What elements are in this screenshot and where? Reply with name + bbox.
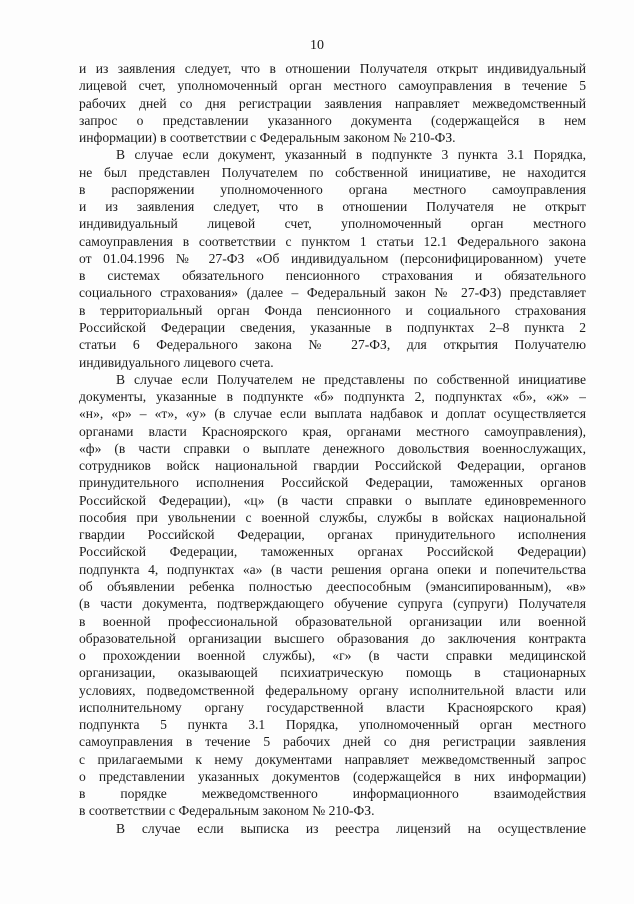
text-line: исполнительному органу государственной власти Красноярского края) xyxy=(79,699,586,715)
text-line: Российской Федерации, таможенных органах Российской Федерации) xyxy=(79,544,586,560)
text-line: «н», «р» – «т», «у» (в случае если выплата надбавок и доплат осуществляется xyxy=(79,406,586,422)
text-line: статьи 6 Федерального закона № 27-ФЗ, для открытия Получателю xyxy=(79,337,586,353)
text-line: в военной профессиональной образовательной организации или военной xyxy=(79,613,586,629)
text-line: в порядке межведомственного информационного взаимодействия xyxy=(79,786,586,802)
text-line: принудительного исполнения Российской Федерации, таможенных органов xyxy=(79,475,586,491)
text-line: с прилагаемыми к нему документами направляет межведомственный запрос xyxy=(79,751,586,767)
text-line: лицевой счет, уполномоченный орган местного самоуправления в течение 5 xyxy=(79,78,586,94)
text-line: сотрудников войск национальной гвардии Российской Федерации, органов xyxy=(79,458,586,474)
text-line: самоуправления в течение 5 рабочих дней со дня регистрации заявления xyxy=(79,734,586,750)
text-line: органами власти Красноярского края, органами местного самоуправления), xyxy=(79,423,586,439)
text-line: Российской Федерации), «ц» (в части справки о выплате единовременного xyxy=(79,492,586,508)
text-line: информации) в соответствии с Федеральным законом № 210-ФЗ. xyxy=(79,130,456,146)
text-line: социального страхования» (далее – Федеральный закон № 27-ФЗ) представляет xyxy=(79,285,586,301)
text-line: В случае если выписка из реестра лицензий на осуществление xyxy=(116,820,586,836)
text-line: в распоряжении уполномоченного органа местного самоуправления xyxy=(79,181,586,197)
text-line: индивидуальный лицевой счет, уполномоченный орган местного xyxy=(79,216,586,232)
text-line: пособия при увольнении с военной службы, службы в войсках национальной xyxy=(79,509,586,525)
document-body xyxy=(79,60,586,837)
text-line: о представлении указанных документов (содержащейся в них информации) xyxy=(79,768,586,784)
text-line: условиях, подведомственной федеральному органу исполнительной власти или xyxy=(79,682,586,698)
text-line: «ф» (в части справки о выплате денежного довольствия военнослужащих, xyxy=(79,440,586,456)
text-line: индивидуального лицевого счета. xyxy=(79,354,274,370)
text-line: и из заявления следует, что в отношении Получателя не открыт xyxy=(79,199,586,215)
page-number: 10 xyxy=(310,38,324,53)
text-line: (в части документа, подтверждающего обучение супруга (супруги) Получателя xyxy=(79,596,586,612)
text-line: рабочих дней со дня регистрации заявления направляет межведомственный xyxy=(79,95,586,111)
text-line: в территориальный орган Фонда пенсионного и социального страхования xyxy=(79,302,586,318)
text-line: об объявлении ребенка полностью дееспособным (эмансипированным), «в» xyxy=(79,578,586,594)
text-line: гвардии Российской Федерации, органах принудительного исполнения xyxy=(79,527,586,543)
text-line: документы, указанные в подпункте «б» подпункта 2, подпунктах «б», «ж» – xyxy=(79,389,586,405)
text-line: подпункта 4, подпунктах «а» (в части решения органа опеки и попечительства xyxy=(79,561,586,577)
text-line: В случае если Получателем не представлены по собственной инициативе xyxy=(116,371,586,387)
text-line: самоуправления в соответствии с пунктом 1 статьи 12.1 Федерального закона xyxy=(79,233,586,249)
text-line: о прохождении военной службы), «г» (в части справки медицинской xyxy=(79,648,586,664)
text-line: от 01.04.1996 № 27-ФЗ «Об индивидуальном (персонифицированном) учете xyxy=(79,250,586,266)
text-line: организации, оказывающей психиатрическую помощь в стационарных xyxy=(79,665,586,681)
text-line: в соответствии с Федеральным законом № 210-ФЗ. xyxy=(79,803,375,819)
text-line: образовательной организации высшего образования до заключения контракта xyxy=(79,630,586,646)
text-line: не был представлен Получателем по собственной инициативе, не находится xyxy=(79,164,586,180)
text-line: в системах обязательного пенсионного страхования и обязательного xyxy=(79,268,586,284)
text-line: В случае если документ, указанный в подпункте 3 пункта 3.1 Порядка, xyxy=(116,147,586,163)
text-line: Российской Федерации сведения, указанные в подпунктах 2–8 пункта 2 xyxy=(79,319,586,335)
text-line: подпункта 5 пункта 3.1 Порядка, уполномоченный орган местного xyxy=(79,717,586,733)
text-line: запрос о представлении указанного документа (содержащейся в нем xyxy=(79,112,586,128)
text-line: и из заявления следует, что в отношении Получателя открыт индивидуальный xyxy=(79,61,586,76)
